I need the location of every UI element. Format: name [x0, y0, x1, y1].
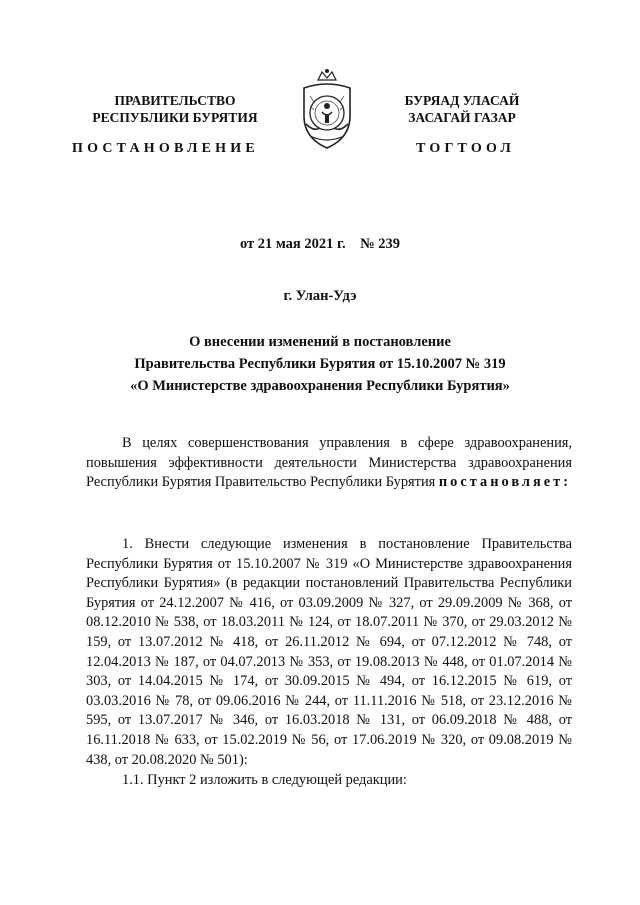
- item-1-1-paragraph: 1.1. Пункт 2 изложить в следующей редакции:: [122, 772, 407, 788]
- preamble-paragraph: [86, 434, 572, 493]
- title-line1: О внесении изменений в постановление: [189, 334, 451, 350]
- title-line3: «О Министерстве здравоохранения Республики Бурятия»: [130, 378, 510, 394]
- header-right: [362, 92, 562, 126]
- doctype-left: ПОСТАНОВЛЕНИЕ: [72, 141, 259, 156]
- date-number-line: от 21 мая 2021 г. № 239: [239, 236, 401, 252]
- buryatia-coat-of-arms-icon: [296, 66, 358, 156]
- header-right-line1: БУРЯАД УЛАСАЙ: [404, 93, 520, 108]
- doctype-right: ТОГТООЛ: [416, 141, 516, 156]
- city-line: г. Улан-Удэ: [283, 288, 357, 304]
- document-title: [60, 331, 580, 397]
- decree-word: постановляет:: [438, 474, 572, 491]
- preamble-text: В целях совершенствования управления в сфере здравоохранения, повышения эффективности деятельности Министерства здравоохранения Республики Бурятия Правительство Республики Бурятия: [86, 435, 572, 491]
- item-1-paragraph: 1. Внести следующие изменения в постановление Правительства Республики Бурятия от 15.10.2007 № 319 «О Министерстве здравоохранения Республики Бурятия» (в редакции постановлений Правительства Республики Бурятия от 24.12.2007 № 416, от 03.09.2009 № 327, от 29.09.2009 № 368, от 08.12.2010 № 538, от 18.03.2011 № 124, от 18.07.2011 № 370, от 29.03.2012 № 159, от 13.07.2012 № 418, от 26.11.2012 № 694, от 07.12.2012 № 748, от 12.04.2013 № 187, от 04.07.2013 № 353, от 19.08.2013 № 448, от 01.07.2014 № 303, от 14.04.2015 № 174, от 30.09.2015 № 494, от 16.12.2015 № 619, от 03.03.2016 № 78, от 09.06.2016 № 244, от 11.11.2016 № 518, от 23.12.2016 № 595, от 13.07.2017 № 346, от 16.03.2018 № 131, от 06.09.2018 № 488, от 16.11.2018 № 633, от 15.02.2019 № 56, от 17.06.2019 № 320, от 09.08.2019 № 438, от 20.08.2020 № 501):: [86, 536, 572, 768]
- header-left-line2: РЕСПУБЛИКИ БУРЯТИЯ: [92, 110, 258, 125]
- header-right-line2: ЗАСАГАЙ ГАЗАР: [408, 110, 516, 125]
- header-left: [40, 92, 310, 126]
- title-line2: Правительства Республики Бурятия от 15.10.2007 № 319: [134, 356, 506, 372]
- header-left-line1: ПРАВИТЕЛЬСТВО: [114, 93, 236, 108]
